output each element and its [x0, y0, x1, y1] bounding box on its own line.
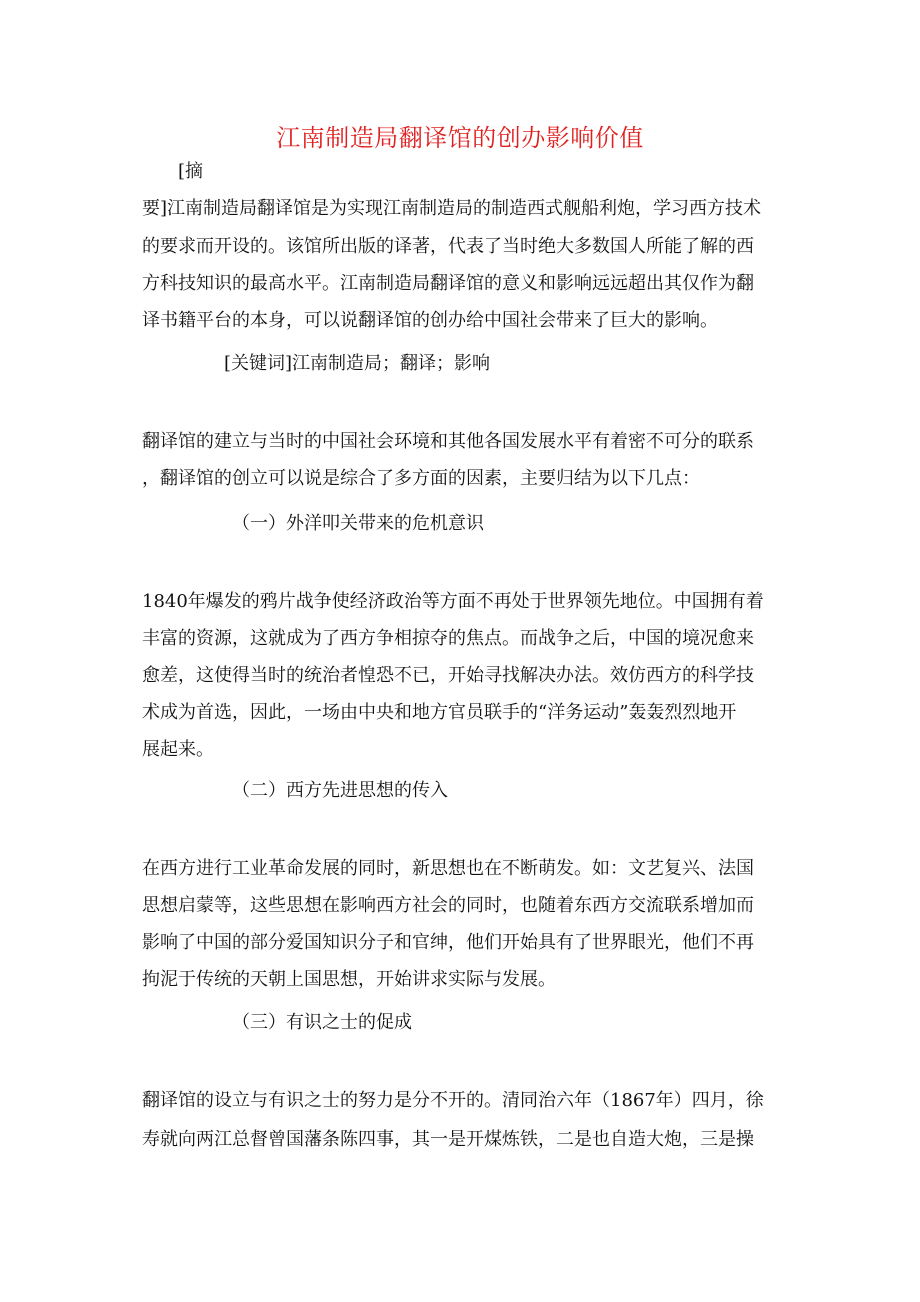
section-line: 展起来。 — [142, 739, 214, 760]
section-line: 影响了中国的部分爱国知识分子和官绅，他们开始具有了世界眼光，他们不再 — [142, 932, 754, 953]
section-line: 丰富的资源，这就成为了西方争相掠夺的焦点。而战争之后，中国的境况愈来 — [142, 628, 754, 649]
keywords-line: [关键词]江南制造局；翻译；影响 — [224, 353, 491, 374]
section-line: 拘泥于传统的天朝上国思想，开始讲求实际与发展。 — [142, 969, 556, 990]
section-heading: （三）有识之士的促成 — [232, 1012, 412, 1033]
section-line: 1840年爆发的鸦片战争使经济政治等方面不再处于世界领先地位。中国拥有着 — [142, 591, 764, 612]
section-line: 思想启蒙等，这些思想在影响西方社会的同时，也随着东西方交流联系增加而 — [142, 895, 754, 916]
intro-line: 翻译馆的建立与当时的中国社会环境和其他各国发展水平有着密不可分的联系 — [142, 431, 754, 452]
section-line: 寿就向两江总督曾国藩条陈四事，其一是开煤炼铁，二是也自造大炮，三是操 — [142, 1129, 754, 1150]
document-title: 江南制造局翻译馆的创办影响价值 — [276, 124, 644, 152]
section-line: 术成为首选，因此，一场由中央和地方官员联手的“洋务运动”轰轰烈烈地开 — [142, 702, 737, 723]
section-heading: （二）西方先进思想的传入 — [232, 780, 448, 801]
abstract-line: 译书籍平台的本身，可以说翻译馆的创办给中国社会带来了巨大的影响。 — [142, 310, 718, 331]
abstract-line: 方科技知识的最高水平。江南制造局翻译馆的意义和影响远远超出其仅作为翻 — [142, 273, 754, 294]
section-line: 在西方进行工业革命发展的同时，新思想也在不断萌发。如：文艺复兴、法国 — [142, 858, 754, 879]
abstract-label: [摘 — [178, 161, 204, 182]
abstract-line: 要]江南制造局翻译馆是为实现江南制造局的制造西式舰船利炮，学习西方技术 — [142, 198, 762, 219]
intro-line: ，翻译馆的创立可以说是综合了多方面的因素，主要归结为以下几点： — [142, 468, 700, 489]
abstract-line: 的要求而开设的。该馆所出版的译著，代表了当时绝大多数国人所能了解的西 — [142, 236, 754, 257]
section-heading: （一）外洋叩关带来的危机意识 — [232, 513, 484, 534]
section-line: 翻译馆的设立与有识之士的努力是分不开的。清同治六年（1867年）四月，徐 — [142, 1090, 764, 1111]
section-line: 愈差，这使得当时的统治者惶恐不已，开始寻找解决办法。效仿西方的科学技 — [142, 665, 754, 686]
